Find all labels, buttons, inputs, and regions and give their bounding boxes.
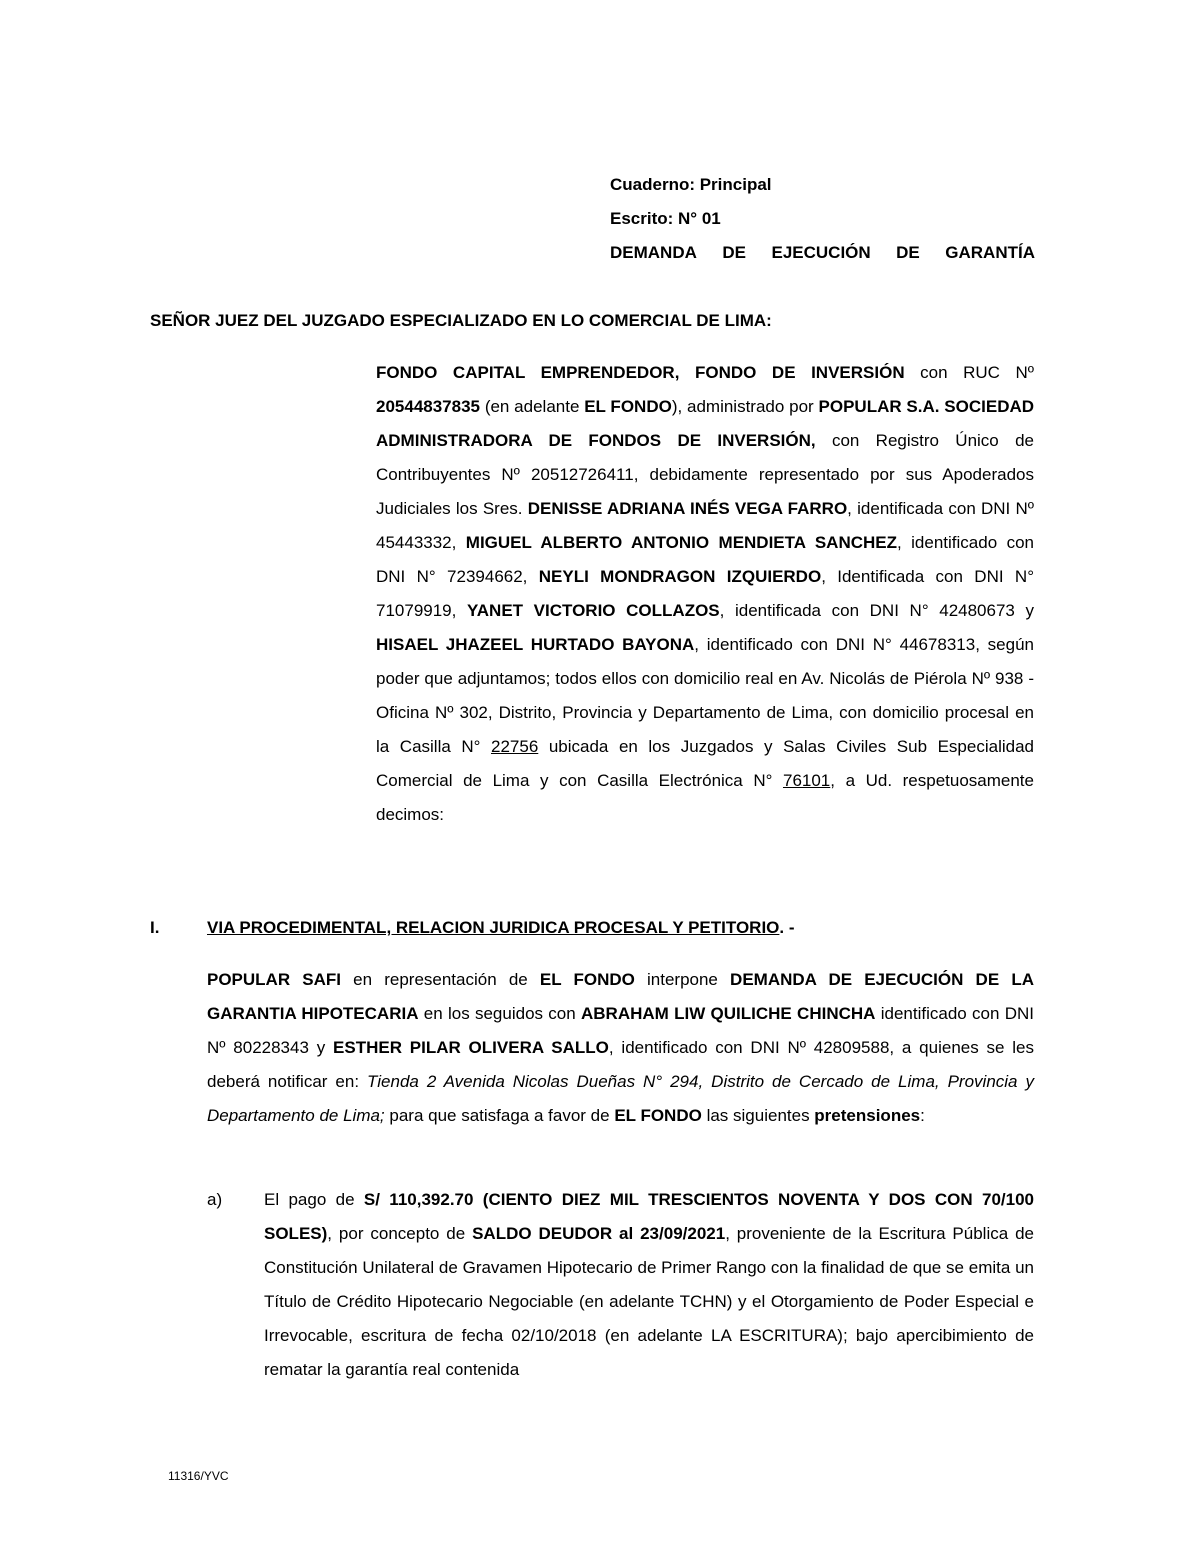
- title-word: GARANTÍA: [945, 243, 1035, 262]
- text-run: , a Ud. respetuosamente decimos:: [376, 771, 1034, 824]
- text-run: , identificado con DNI Nº 42809588, a quienes se les deberá notificar en:: [207, 1038, 1035, 1091]
- el-fondo: EL FONDO: [584, 397, 672, 416]
- intro-paragraph: [376, 356, 1034, 832]
- representative-name: YANET VICTORIO COLLAZOS: [466, 601, 720, 620]
- title-word: EJECUCIÓN: [771, 243, 871, 262]
- text-run: las siguientes: [701, 1106, 815, 1125]
- representative-name: HISAEL JHAZEEL HURTADO BAYONA: [376, 635, 695, 654]
- casilla-electronica-number: 76101: [782, 771, 831, 790]
- case-header: [610, 172, 1035, 274]
- saldo-deudor: SALDO DEUDOR al 23/09/2021: [472, 1224, 726, 1243]
- text-run: , Identificada con DNI N° 71079919,: [376, 567, 1035, 620]
- notification-address: Tienda 2 Avenida Nicolas Dueñas N° 294, Distrito de Cercado de Lima, Provincia y Departamento de Lima;: [207, 1072, 1034, 1125]
- cuaderno-line: Cuaderno: Principal: [610, 175, 772, 194]
- text-run: en los seguidos con: [418, 1004, 581, 1023]
- document-title: [610, 240, 1035, 274]
- defendant-name: ESTHER PILAR OLIVERA SALLO: [333, 1038, 609, 1057]
- casilla-number: 22756: [491, 737, 539, 756]
- addressee: SEÑOR JUEZ DEL JUZGADO ESPECIALIZADO EN LO COMERCIAL DE LIMA:: [150, 311, 772, 330]
- text-run: con Registro Único de Contribuyentes Nº 20512726411, debidamente representado por sus Apoderados Judiciales los Sres.: [376, 431, 1034, 518]
- section-title-suffix: . -: [779, 918, 795, 937]
- text-run: ubicada en los Juzgados y Salas Civiles Sub Especialidad Comercial de Lima y con Casilla Electrónica N°: [376, 737, 1034, 790]
- list-marker: a): [207, 1190, 223, 1209]
- list-item-text: [264, 1183, 1034, 1387]
- bold-run: pretensiones: [814, 1106, 921, 1125]
- text-run: :: [920, 1106, 925, 1125]
- text-run: , identificado con DNI N° 44678313, según poder que adjuntamos; todos ellos con domicilio real en Av. Nicolás de Piérola Nº 938 - Oficina Nº 302, Distrito, Provincia y Departamento de Lima, con domicilio procesal en la Casilla N°: [376, 635, 1035, 756]
- bold-run: EL FONDO: [539, 970, 635, 989]
- ruc-number: 20544837835: [376, 397, 481, 416]
- section-number: I.: [150, 918, 160, 937]
- bold-run: DEMANDA DE EJECUCIÓN DE LA GARANTIA HIPOTECARIA: [207, 970, 1034, 1023]
- text-run: (en adelante: [480, 397, 585, 416]
- section-title-text: [207, 915, 795, 941]
- text-run: , identificada con DNI N° 42480673 y: [719, 601, 1034, 620]
- fondo-name: FONDO CAPITAL EMPRENDEDOR, FONDO DE INVERSIÓN: [376, 363, 905, 382]
- text-run: con RUC Nº: [904, 363, 1034, 382]
- text-run: El pago de: [264, 1190, 364, 1209]
- text-run: , identificada con DNI Nº 45443332,: [376, 499, 1034, 552]
- amount: S/ 110,392.70 (CIENTO DIEZ MIL TRESCIENTOS NOVENTA Y DOS CON 70/100 SOLES): [264, 1190, 1034, 1243]
- text-run: identificado con DNI Nº 80228343 y: [207, 1004, 1034, 1057]
- title-word: DEMANDA: [610, 243, 697, 262]
- page-footer-code: 11316/YVC: [168, 1469, 229, 1483]
- text-run: ), administrado por: [671, 397, 819, 416]
- defendant-name: ABRAHAM LIW QUILICHE CHINCHA: [581, 1004, 876, 1023]
- representative-name: DENISSE ADRIANA INÉS VEGA FARRO: [527, 499, 848, 518]
- bold-run: EL FONDO: [614, 1106, 702, 1125]
- text-run: para que satisfaga a favor de: [384, 1106, 615, 1125]
- representative-name: NEYLI MONDRAGON IZQUIERDO: [538, 567, 822, 586]
- text-run: interpone: [634, 970, 731, 989]
- text-run: , por concepto de: [327, 1224, 473, 1243]
- text-run: en representación de: [341, 970, 540, 989]
- title-word: DE: [722, 243, 746, 262]
- escrito-line: Escrito: N° 01: [610, 209, 721, 228]
- text-run: , identificado con DNI N° 72394662,: [376, 533, 1034, 586]
- representative-name: MIGUEL ALBERTO ANTONIO MENDIETA SANCHEZ: [465, 533, 898, 552]
- petition-paragraph: [207, 963, 1034, 1133]
- text-run: , proveniente de la Escritura Pública de Constitución Unilateral de Gravamen Hipotecario de Primer Rango con la finalidad de que se emita un Título de Crédito Hipotecario Negociable (en adelante TCHN) y el Otorgamiento de Poder Especial e Irrevocable, escritura de fecha 02/10/2018 (en adelante LA ESCRITURA); bajo apercibimiento de rematar la garantía real contenida: [264, 1224, 1034, 1379]
- title-word: DE: [896, 243, 920, 262]
- administrator-name: POPULAR S.A. SOCIEDAD ADMINISTRADORA DE FONDOS DE INVERSIÓN,: [376, 397, 1035, 450]
- bold-run: POPULAR SAFI: [207, 970, 341, 989]
- section-title-underlined: VIA PROCEDIMENTAL, RELACION JURIDICA PROCESAL Y PETITORIO: [207, 918, 780, 937]
